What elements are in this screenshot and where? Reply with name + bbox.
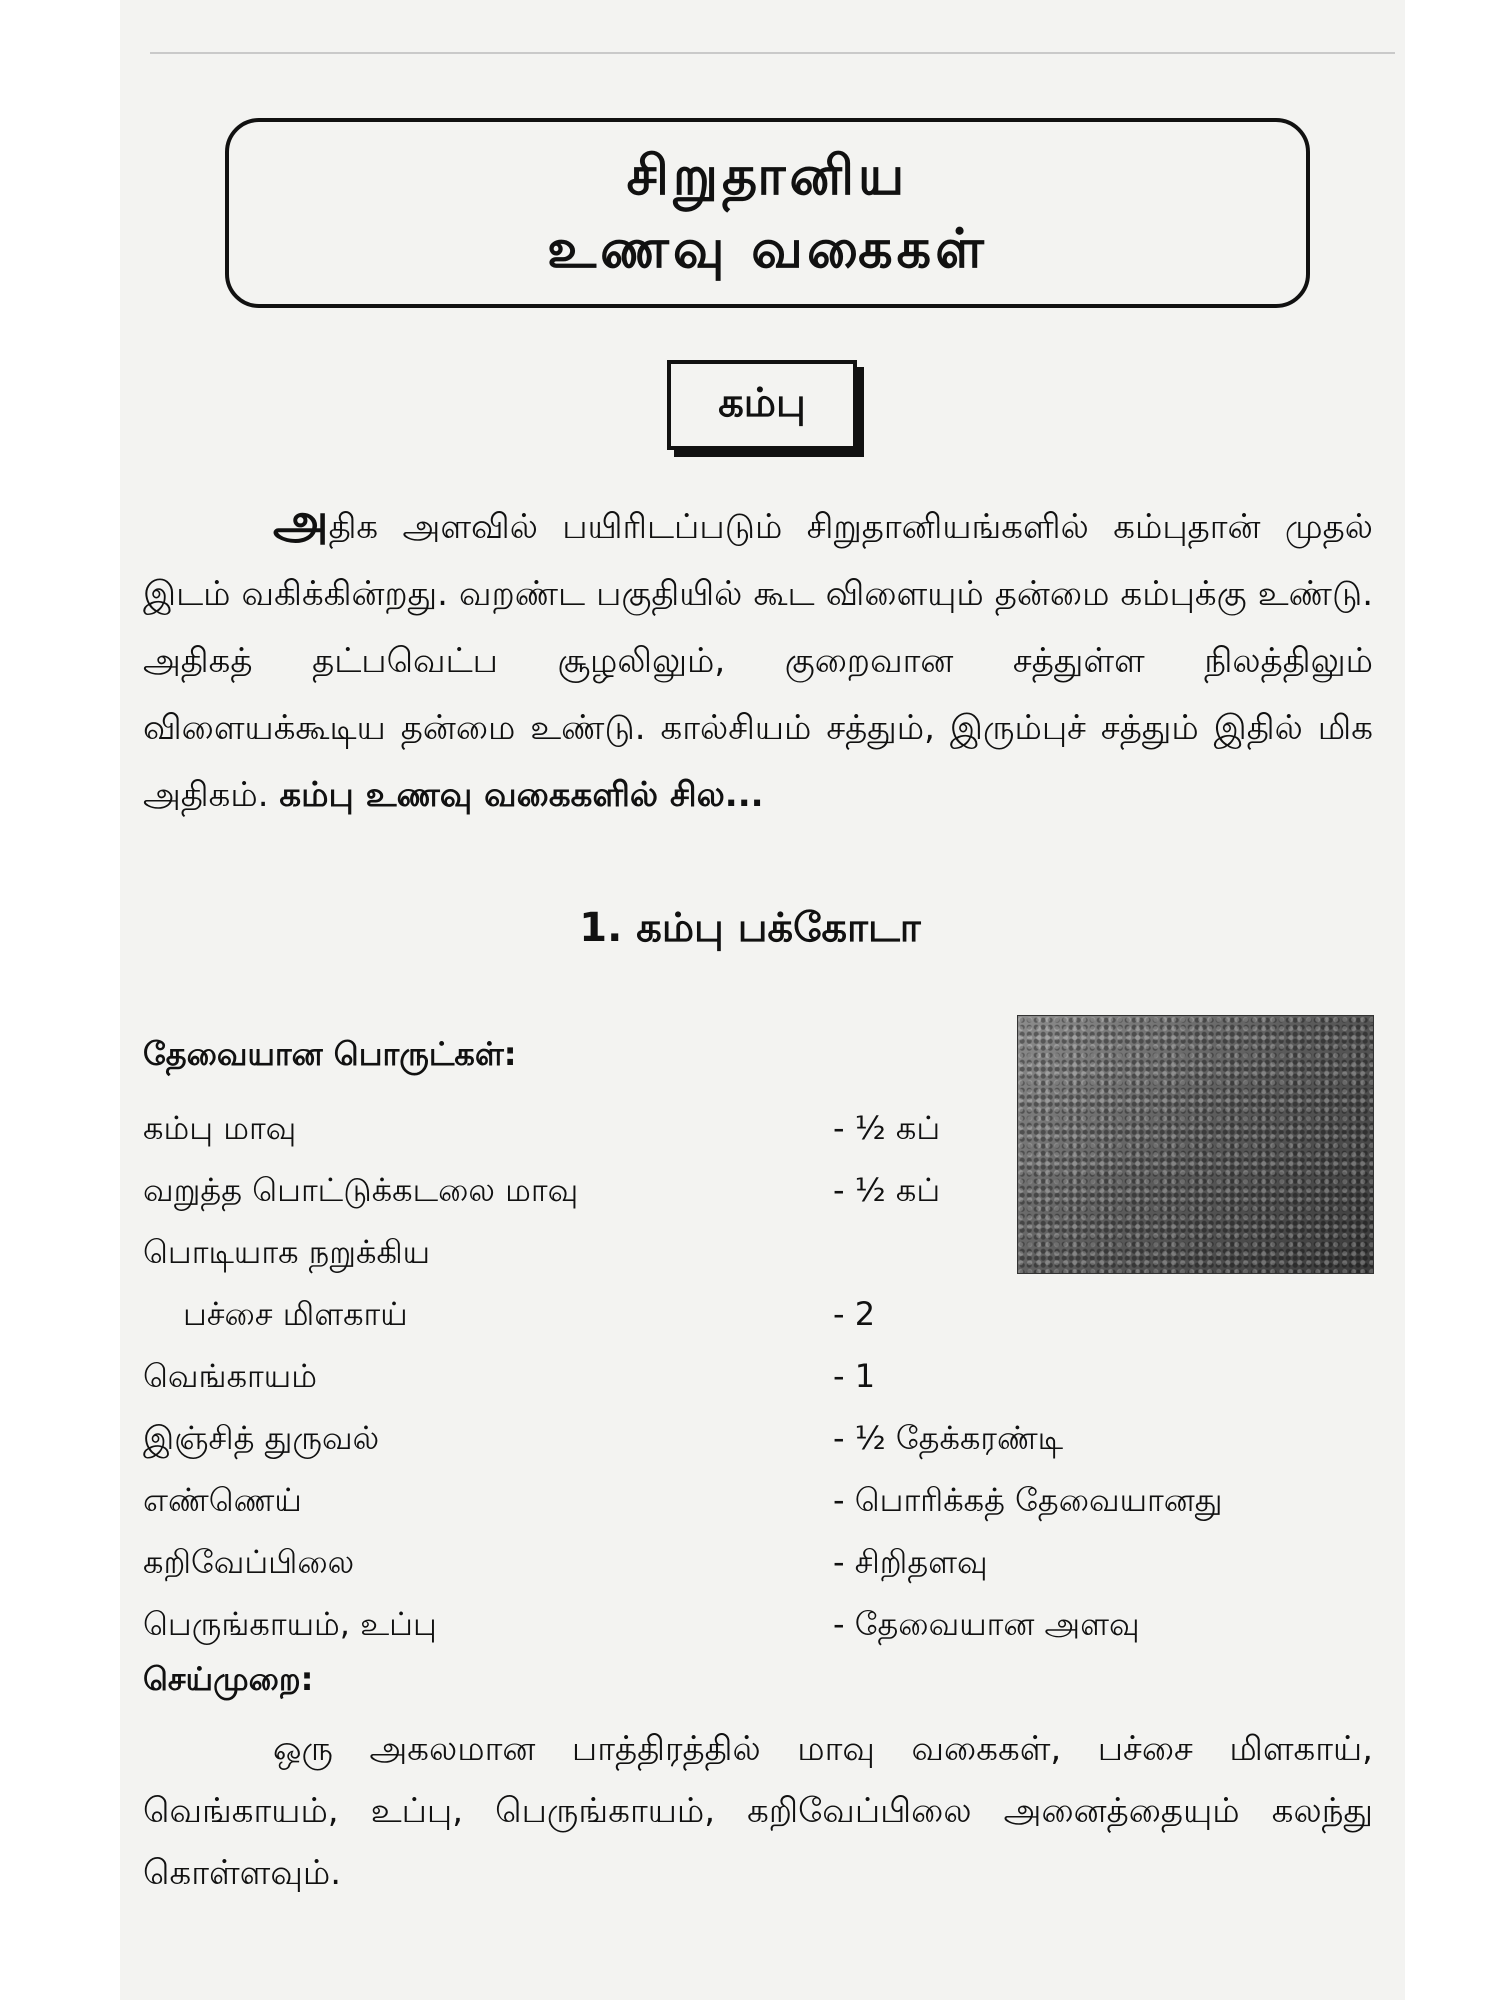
method-paragraph: [143, 1718, 1373, 1904]
ingredient-row: [143, 1346, 1393, 1406]
method-heading: செய்முறை:: [143, 1660, 314, 1698]
ingredient-name: வறுத்த பொட்டுக்கடலை மாவு: [143, 1171, 579, 1209]
intro-bold-tail: கம்பு உணவு வகைகளில் சில...: [279, 775, 764, 815]
ingredient-name: கம்பு மாவு: [143, 1109, 297, 1147]
ingredient-qty: - தேவையான அளவு: [833, 1605, 1140, 1643]
ingredient-qty: - ½ தேக்கரண்டி: [833, 1419, 1064, 1457]
ingredient-name: கறிவேப்பிலை: [143, 1543, 355, 1581]
ingredient-row: [143, 1594, 1393, 1654]
ingredient-qty: - பொரிக்கத் தேவையானது: [833, 1481, 1223, 1519]
header-rule: [150, 52, 1395, 54]
ingredients-heading: தேவையான பொருட்கள்:: [143, 1035, 517, 1073]
chapter-title-line-2: உணவு வகைகள்: [547, 217, 988, 280]
ingredient-qty: - ½ கப்: [833, 1109, 941, 1147]
chapter-title-box: [225, 118, 1310, 308]
ingredient-qty: - சிறிதளவு: [833, 1543, 988, 1581]
dropcap: அ: [273, 492, 329, 550]
intro-text: திக அளவில் பயிரிடப்படும் சிறுதானியங்களில் கம்புதான் முதல் இடம் வகிக்கின்றது. வறண்ட பகுதியில் கூட விளையும் தன்மை கம்புக்கு உண்டு. அதிகத் தட்பவெட்ப சூழலிலும், குறைவான சத்துள்ள நிலத்திலும் விளையக்கூடிய தன்மை உண்டு. கால்சியம் சத்தும், இரும்புச் சத்தும் இதில் மிக அதிகம்.: [143, 507, 1373, 815]
chapter-title-line-1: சிறுதானிய: [626, 144, 909, 208]
section-title: கம்பு: [667, 360, 857, 450]
recipe-title: 1. கம்பு பக்கோடா: [579, 905, 921, 951]
method-text: ஒரு அகலமான பாத்திரத்தில் மாவு வகைகள், பச்சை மிளகாய், வெங்காயம், உப்பு, பெருங்காயம், கறிவேப்பிலை அனைத்தையும் கலந்து கொள்ளவும்.: [143, 1729, 1373, 1893]
ingredient-name: பச்சை மிளகாய்: [183, 1295, 408, 1333]
millet-photo: [1017, 1015, 1374, 1274]
ingredient-name: பெருங்காயம், உப்பு: [143, 1605, 437, 1643]
ingredient-row: [143, 1284, 1393, 1344]
ingredient-name: பொடியாக நறுக்கிய: [143, 1233, 431, 1271]
ingredient-qty: - 2: [833, 1295, 876, 1333]
ingredient-qty: - ½ கப்: [833, 1171, 941, 1209]
ingredient-name: வெங்காயம்: [143, 1357, 317, 1395]
ingredient-name: எண்ணெய்: [143, 1481, 302, 1519]
ingredient-name: இஞ்சித் துருவல்: [143, 1419, 380, 1457]
ingredient-row: [143, 1470, 1393, 1530]
intro-paragraph: [143, 488, 1373, 829]
ingredient-row: [143, 1532, 1393, 1592]
ingredient-row: [143, 1408, 1393, 1468]
ingredient-qty: - 1: [833, 1357, 876, 1395]
